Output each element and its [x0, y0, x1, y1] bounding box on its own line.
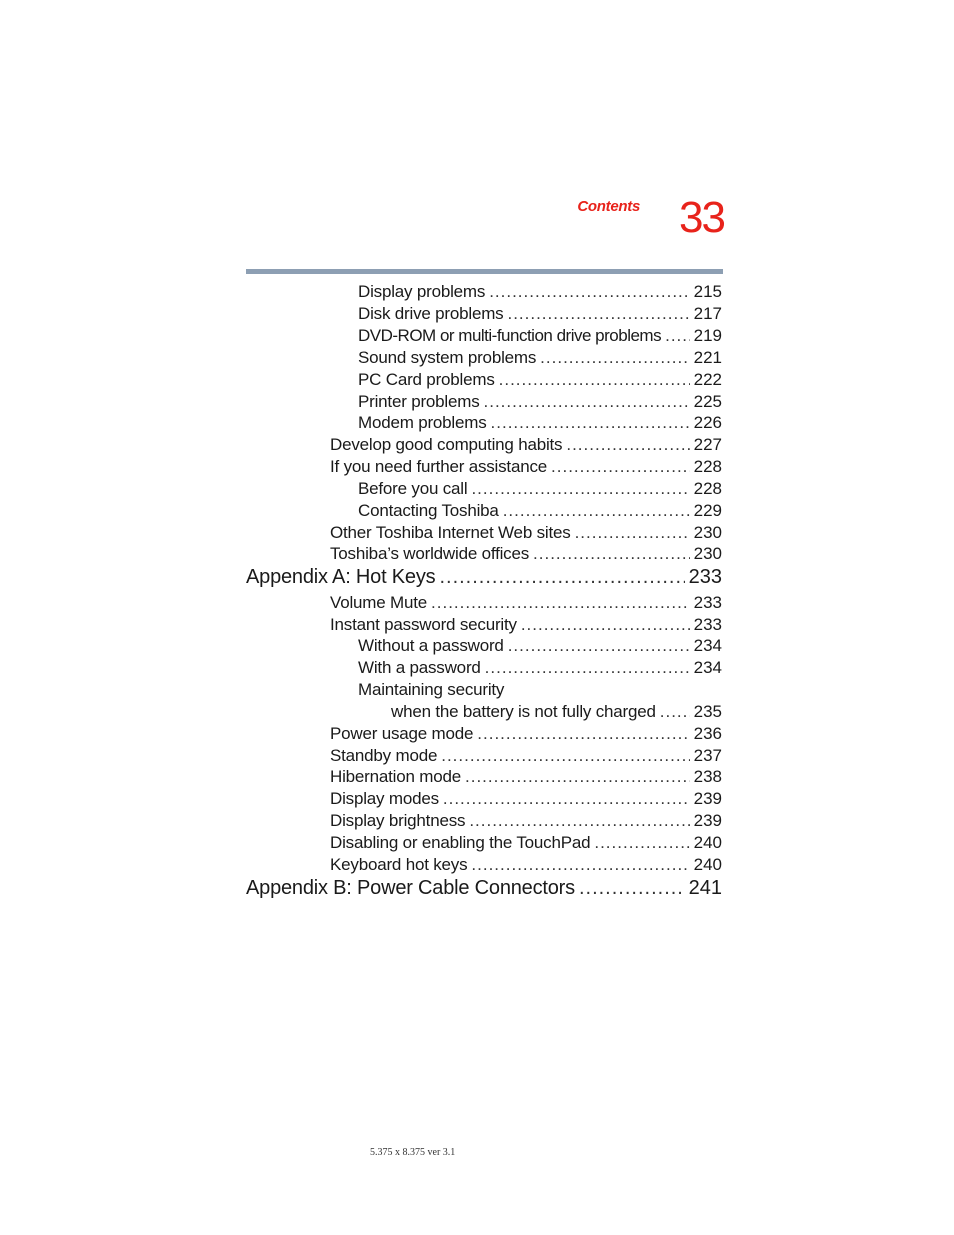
header-rule	[246, 269, 723, 274]
toc-entry-title: If you need further assistance	[330, 457, 548, 476]
toc-entry-page: 219	[693, 326, 722, 345]
dot-leader	[508, 635, 690, 657]
dot-leader	[521, 614, 690, 636]
toc-entry-title: Hibernation mode	[330, 767, 461, 786]
toc-entry-page: 228	[693, 457, 722, 476]
toc-entry-page: 226	[693, 413, 722, 432]
toc-entry[interactable]	[330, 456, 722, 478]
toc-entry-page: 229	[693, 501, 722, 520]
toc-entry-title: DVD-ROM or multi-function drive problems	[358, 326, 662, 345]
toc-entry-title: Disk drive problems	[358, 304, 504, 323]
toc-entry-page: 233	[688, 566, 722, 588]
dot-leader	[465, 766, 690, 788]
dot-leader	[477, 723, 689, 745]
section-label: Contents	[577, 198, 640, 215]
dot-leader	[503, 500, 690, 522]
dot-leader	[485, 657, 690, 679]
toc-entry[interactable]	[358, 679, 722, 701]
dot-leader	[499, 369, 690, 391]
toc-entry-page: 221	[693, 348, 722, 367]
toc-appendix-entry[interactable]	[246, 564, 722, 590]
toc-entry-title: Modem problems	[358, 413, 487, 432]
toc-entry[interactable]	[358, 635, 722, 657]
page-number: 33	[679, 193, 724, 242]
toc-entry-title: Instant password security	[330, 615, 517, 634]
toc-entry-title: Contacting Toshiba	[358, 501, 499, 520]
dot-leader	[443, 788, 690, 810]
toc-entry[interactable]	[358, 657, 722, 679]
toc-entry-page: 240	[693, 833, 722, 852]
toc-entry-page: 230	[693, 544, 722, 563]
toc-entry-page: 215	[693, 282, 722, 301]
toc-entry[interactable]	[330, 723, 722, 745]
dot-leader	[484, 391, 690, 413]
toc-entry-title: Printer problems	[358, 392, 480, 411]
toc-entry-title: Display brightness	[330, 811, 466, 830]
toc-entry[interactable]	[330, 854, 722, 876]
toc-entry-title: when the battery is not fully charged	[391, 702, 656, 721]
toc-entry-title: Before you call	[358, 479, 468, 498]
toc-entry-title: Sound system problems	[358, 348, 537, 367]
toc-entry-page: 234	[693, 658, 722, 677]
toc-entry-title: Without a password	[358, 636, 504, 655]
dot-leader	[489, 281, 689, 303]
toc-entry-title: Other Toshiba Internet Web sites	[330, 523, 571, 542]
toc-entry-title: Appendix B: Power Cable Connectors	[246, 877, 575, 899]
toc-entry-page: 233	[693, 615, 722, 634]
toc-entry-title: Display modes	[330, 789, 439, 808]
toc-entry[interactable]	[391, 701, 722, 723]
toc-entry-title: Disabling or enabling the TouchPad	[330, 833, 591, 852]
dot-leader	[471, 854, 689, 876]
toc-entry-title: Power usage mode	[330, 724, 474, 743]
toc-entry-title: With a password	[358, 658, 481, 677]
dot-leader	[551, 456, 690, 478]
toc-entry[interactable]	[358, 303, 722, 325]
dot-leader	[660, 701, 690, 723]
toc-entry[interactable]	[358, 412, 722, 434]
toc-entry[interactable]	[358, 369, 722, 391]
dot-leader	[575, 522, 690, 544]
toc-entry-title: PC Card problems	[358, 370, 495, 389]
toc-entry-title: Toshiba’s worldwide offices	[330, 544, 530, 563]
dot-leader	[665, 325, 690, 347]
toc-entry-title: Keyboard hot keys	[330, 855, 468, 874]
toc-entry-page: 235	[693, 702, 722, 721]
toc-entry-title: Standby mode	[330, 746, 438, 765]
toc-appendix-entry[interactable]	[246, 875, 722, 901]
toc-entry-page: 227	[693, 435, 722, 454]
toc-entry-page: 234	[693, 636, 722, 655]
toc-entry[interactable]	[330, 810, 722, 832]
toc-entry[interactable]	[330, 434, 722, 456]
toc-entry-page: 240	[693, 855, 722, 874]
toc-entry-title: Appendix A: Hot Keys	[246, 566, 436, 588]
dot-leader	[594, 832, 689, 854]
toc-entry[interactable]	[358, 500, 722, 522]
toc-entry[interactable]	[358, 478, 722, 500]
toc-entry-page: 241	[688, 877, 722, 899]
toc-entry[interactable]	[330, 788, 722, 810]
dot-leader	[491, 412, 690, 434]
toc-entry-page: 225	[693, 392, 722, 411]
toc-entry[interactable]	[330, 766, 722, 788]
toc-entry[interactable]	[330, 592, 722, 614]
toc-entry-page: 217	[693, 304, 722, 323]
toc-entry-page: 237	[693, 746, 722, 765]
toc-entry-page: 239	[693, 789, 722, 808]
dot-leader	[566, 434, 689, 456]
toc-entry[interactable]	[330, 614, 722, 636]
toc-entry-title: Display problems	[358, 282, 486, 301]
dot-leader	[471, 478, 689, 500]
toc-entry-page: 230	[693, 523, 722, 542]
toc-entry-page: 233	[693, 593, 722, 612]
toc-entry[interactable]	[330, 522, 722, 544]
toc-entry-page: 239	[693, 811, 722, 830]
toc-entry[interactable]	[358, 391, 722, 413]
dot-leader	[533, 543, 690, 565]
dot-leader	[507, 303, 689, 325]
toc-entry-title: Volume Mute	[330, 593, 428, 612]
dot-leader	[579, 875, 685, 901]
toc-entry[interactable]	[358, 325, 722, 347]
dot-leader	[441, 745, 689, 767]
toc-entry[interactable]	[358, 347, 722, 369]
toc-entry-page: 222	[693, 370, 722, 389]
toc-entry[interactable]	[330, 745, 722, 767]
dot-leader	[469, 810, 689, 832]
dot-leader	[540, 347, 689, 369]
footer-note: 5.375 x 8.375 ver 3.1	[370, 1147, 456, 1158]
toc-entry-page: 236	[693, 724, 722, 743]
toc-entry[interactable]	[330, 543, 722, 565]
dot-leader	[431, 592, 690, 614]
toc-entry-page: 238	[693, 767, 722, 786]
toc-entry[interactable]	[330, 832, 722, 854]
toc-entry-page: 228	[693, 479, 722, 498]
toc-entry[interactable]	[358, 281, 722, 303]
toc-entry-title: Maintaining security	[358, 680, 505, 699]
toc-entry-title: Develop good computing habits	[330, 435, 563, 454]
dot-leader	[439, 564, 684, 590]
